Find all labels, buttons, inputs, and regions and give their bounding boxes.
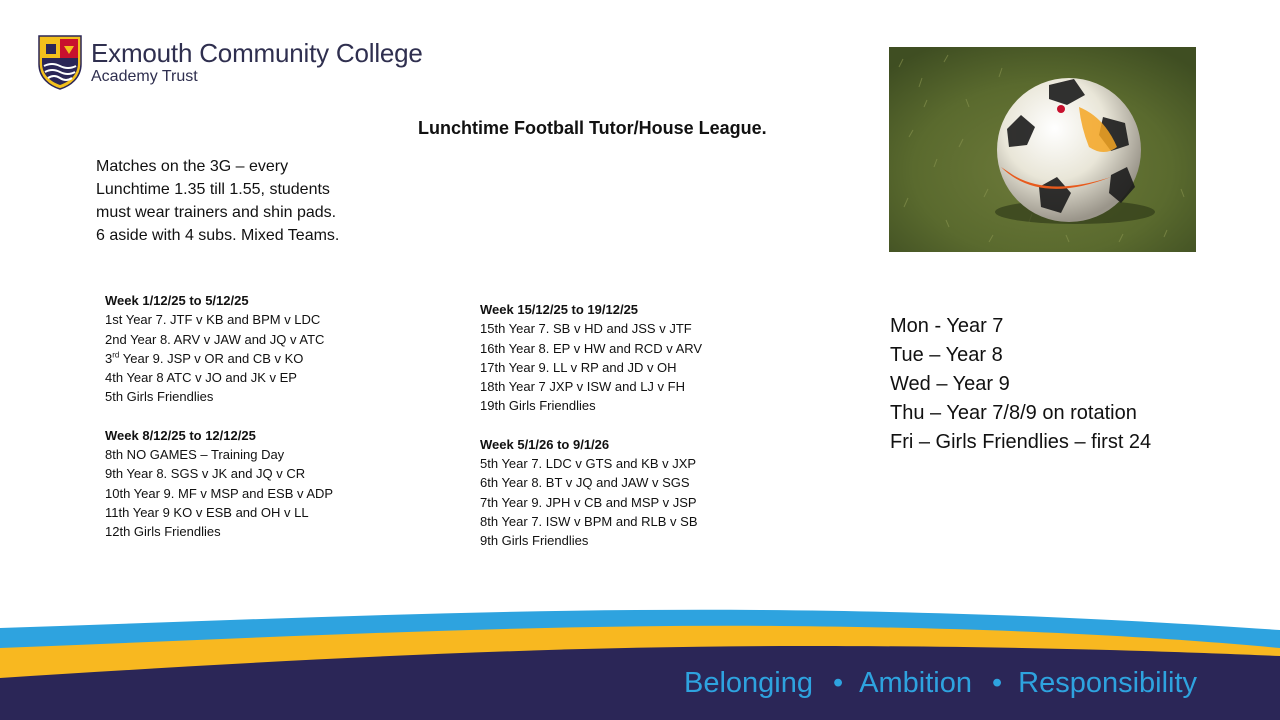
motto-separator: • <box>991 667 1003 699</box>
fixture-line: 4th Year 8 ATC v JO and JK v EP <box>105 370 297 386</box>
motto-word: Belonging <box>684 667 813 699</box>
fixture-line: 10th Year 9. MF v MSP and ESB v ADP <box>105 485 334 501</box>
fixture-line: 8th NO GAMES – Training Day <box>105 447 285 463</box>
football-photo <box>889 47 1196 252</box>
week-block <box>480 435 702 551</box>
college-crest-logo <box>36 34 84 90</box>
fixtures-column-left <box>105 291 333 542</box>
fixture-line: 6th Year 8. BT v JQ and JAW v SGS <box>480 475 690 491</box>
fixture-line: 9th Girls Friendlies <box>480 533 589 549</box>
week-block <box>105 291 333 407</box>
college-name: Exmouth Community College <box>91 38 423 68</box>
college-wordmark <box>91 38 423 86</box>
fixture-line: 19th Girls Friendlies <box>480 398 596 414</box>
footer-wave-banner <box>0 590 1280 720</box>
day-line: Mon - Year 7 <box>890 315 1004 337</box>
week-block <box>480 300 702 416</box>
week-title: Week 15/12/25 to 19/12/25 <box>480 302 639 317</box>
fixtures-column-middle <box>480 300 702 551</box>
weekday-schedule <box>890 312 1151 457</box>
college-motto <box>684 667 1197 700</box>
fixture-line: 15th Year 7. SB v HD and JSS v JTF <box>480 321 692 337</box>
week-block <box>105 426 333 542</box>
fixture-line <box>105 349 333 368</box>
fixture-day: 3 <box>105 350 113 366</box>
day-line: Tue – Year 8 <box>890 344 1003 366</box>
motto-word: Responsibility <box>1018 667 1198 699</box>
fixture-line: 18th Year 7 JXP v ISW and LJ v FH <box>480 379 685 395</box>
fixture-line: 5th Year 7. LDC v GTS and KB v JXP <box>480 456 697 472</box>
page-title: Lunchtime Football Tutor/House League. <box>418 118 767 138</box>
intro-text <box>96 155 386 247</box>
fixture-line: 8th Year 7. ISW v BPM and RLB v SB <box>480 513 698 529</box>
week-title: Week 1/12/25 to 5/12/25 <box>105 293 249 308</box>
motto-word: Ambition <box>859 667 972 699</box>
fixture-line: 11th Year 9 KO v ESB and OH v LL <box>105 504 309 520</box>
trust-name: Academy Trust <box>91 68 198 85</box>
day-line: Thu – Year 7/8/9 on rotation <box>890 402 1137 424</box>
ordinal-suffix: rd <box>112 350 120 360</box>
fixture-line: 17th Year 9. LL v RP and JD v OH <box>480 359 677 375</box>
fixture-line: 12th Girls Friendlies <box>105 524 221 540</box>
week-title: Week 5/1/26 to 9/1/26 <box>480 436 610 452</box>
fixture-line: 5th Girls Friendlies <box>105 389 214 405</box>
intro-line: 6 aside with 4 subs. Mixed Teams. <box>96 227 340 244</box>
fixture-line: 7th Year 9. JPH v CB and MSP v JSP <box>480 494 697 510</box>
intro-line: Matches on the 3G – every <box>96 158 289 175</box>
fixture-detail: Year 9. JSP v OR and CB v KO <box>122 350 304 366</box>
fixture-line: 2nd Year 8. ARV v JAW and JQ v ATC <box>105 331 325 347</box>
day-line: Wed – Year 9 <box>890 373 1010 395</box>
day-line: Fri – Girls Friendlies – first 24 <box>890 431 1152 453</box>
intro-line: must wear trainers and shin pads. <box>96 204 337 221</box>
fixture-line: 16th Year 8. EP v HW and RCD v ARV <box>480 340 703 356</box>
week-title: Week 8/12/25 to 12/12/25 <box>105 427 256 443</box>
fixture-line: 9th Year 8. SGS v JK and JQ v CR <box>105 466 306 482</box>
fixture-line: 1st Year 7. JTF v KB and BPM v LDC <box>105 312 321 328</box>
intro-line: Lunchtime 1.35 till 1.55, students <box>96 181 330 198</box>
motto-separator: • <box>833 667 844 699</box>
